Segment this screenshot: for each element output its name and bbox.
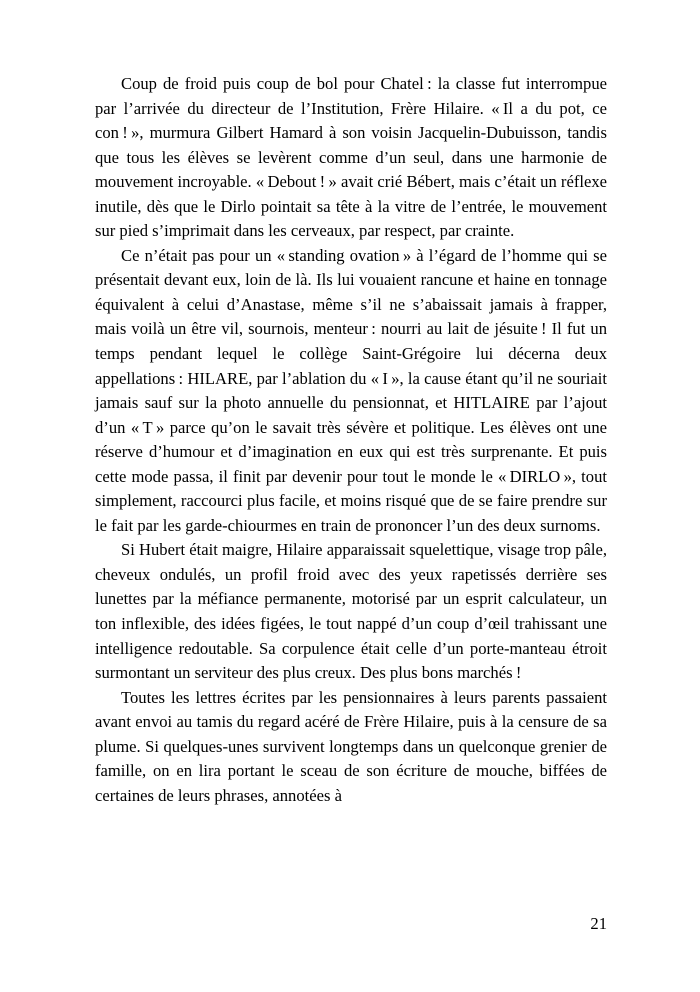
page-number: 21 xyxy=(590,914,607,933)
paragraph: Si Hubert était maigre, Hilaire apparaissait squelettique, visage trop pâle, cheveux ondulés, un profil froid avec des yeux rapetissés derrière ses lunettes par la méfiance permanente, motorisé par un esprit calculateur, un ton inflexible, des idées figées, le tout nappé d’un coup d’œil trahissant une intelligence redoutable. Sa corpulence était celle d’un porte-manteau étroit surmontant un serviteur des plus creux. Des plus bons marchés ! xyxy=(95,540,607,683)
paragraph: Ce n’était pas pour un « standing ovation » à l’égard de l’homme qui se présentait devant eux, loin de là. Ils lui vouaient rancune et haine en tonnage équivalent à celui d’Anastase, même s’il ne s’abaissait jamais à frapper, mais voilà un être vil, sournois, menteur : nourri au lait de jésuite ! Il fut un temps pendant lequel le collège Saint-Grégoire lui décerna deux appellations : HILARE, par l’ablation du « I », la cause étant qu’il ne souriait jamais sauf sur la photo annuelle du pensionnat, et HITLAIRE par l’ajout d’un « T » parce qu’on le savait très sévère et politique. Les élèves ont une réserve d’humour et d’imagination en eux qui est très surprenante. Et puis cette mode passa, il finit par devenir pour tout le monde le « DIRLO », tout simplement, raccourci plus facile, et moins risqué que de se faire prendre sur le fait par les garde-chiourmes en train de prononcer l’un des deux surnoms. xyxy=(95,245,607,535)
body-text-block xyxy=(95,72,607,808)
paragraph: Toutes les lettres écrites par les pensionnaires à leurs parents passaient avant envoi au tamis du regard acéré de Frère Hilaire, puis à la censure de sa plume. Si quelques-unes survivent longtemps dans un quelconque grenier de famille, on en lira portant le sceau de son écriture de mouche, biffées de certaines de leurs phrases, annotées à xyxy=(95,687,607,805)
paragraph: Coup de froid puis coup de bol pour Chatel : la classe fut interrompue par l’arrivée du directeur de l’Institution, Frère Hilaire. « Il a du pot, ce con ! », murmura Gilbert Hamard à son voisin Jacquelin-Dubuisson, tandis que tous les élèves se levèrent comme d’un seul, dans une harmonie de mouvement incroyable. « Debout ! » avait crié Bébert, mais c’était un réflexe inutile, dès que le Dirlo pointait sa tête à la vitre de l’entrée, le mouvement sur pied s’imprimait dans les cerveaux, par respect, par crainte. xyxy=(95,74,607,241)
